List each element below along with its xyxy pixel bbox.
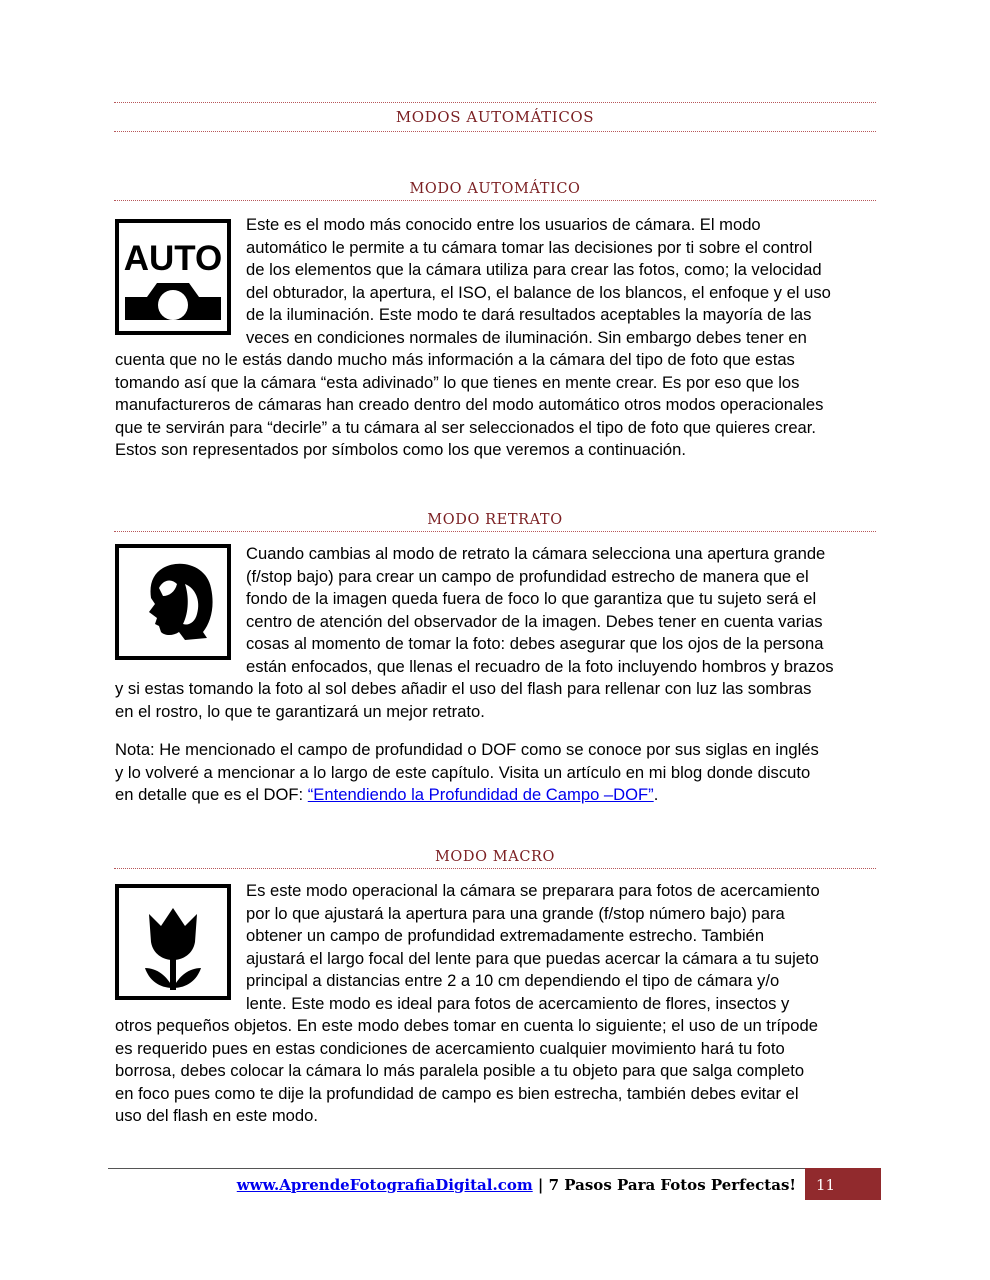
section-title-macro: MODO MACRO	[114, 848, 876, 869]
chapter-title: MODOS AUTOMÁTICOS	[114, 102, 876, 132]
footer-separator: |	[532, 1176, 549, 1194]
portrait-mode-paragraph: Cuando cambias al modo de retrato la cámara selecciona una apertura grande (f/stop bajo) para crear un campo de profundidad estrecho de manera que el fondo de la imagen queda fuera de foco lo que garantiza que tu sujeto será el centro de atención del observador de la imagen. Debes tener en cuenta varias cosas al momento de tomar la foto: debes asegurar que los ojos de la persona están enfocados, que llenas el recuadro de la foto incluyendo hombros y brazos y si estas tomando la foto al sol debes añadir el uso del flash para rellenar con luz las sombras en el rostro, lo que te garantizará un mejor retrato.	[115, 544, 834, 721]
section-title-portrait: MODO RETRATO	[114, 511, 876, 532]
section-title-auto: MODO AUTOMÁTICO	[114, 180, 876, 201]
auto-icon-label: AUTO	[123, 239, 223, 278]
page-number: 11	[805, 1168, 881, 1200]
dof-article-link[interactable]: “Entendiendo la Profundidad de Campo –DOF”	[307, 785, 654, 804]
footer-site-link[interactable]: www.AprendeFotografiaDigital.com	[236, 1176, 533, 1194]
auto-mode-paragraph: Este es el modo más conocido entre los usuarios de cámara. El modo automático le permite a tu cámara tomar las decisiones por ti sobre el control de los elementos que la cámara utiliza para crear las fotos, como; la velocidad del obturador, la apertura, el ISO, el balance de los blancos, el enfoque y el uso de la iluminación. Este modo te dará resultados aceptables la mayoría de las veces en condiciones normales de iluminación. Sin embargo debes tener en cuenta que no le estás dando mucho más información a la cámara del tipo de foto que estas tomando así que la cámara “esta adivinado” lo que tienes en mente crear. Es por eso que los manufactureros de cámaras han creado dentro del modo automático otros modos operacionales que te servirán para “decirle” a tu cámara al ser seleccionados el tipo de foto que quieres crear. Estos son representados por símbolos como los que veremos a continuación.	[115, 215, 831, 459]
footer-book-title: 7 Pasos Para Fotos Perfectas!	[548, 1176, 796, 1194]
macro-mode-paragraph: Es este modo operacional la cámara se preparara para fotos de acercamiento por lo que ajustará la apertura para una grande (f/stop número bajo) para obtener un campo de profundidad extremadamente estrecho. También ajustará el largo focal del lente para que puedas acercar la cámara a tu sujeto principal a distancias entre 2 a 10 cm dependiendo el tipo de cámara y/o lente. Este modo es ideal para fotos de acercamiento de flores, insectos y otros pequeños objetos. En este modo debes tomar en cuenta lo siguiente; el uso de un trípode es requerido pues en estas condiciones de acercamiento cualquier movimiento hará tu foto borrosa, debes colocar la cámara lo más paralela posible a tu objeto para que salga completo en foco pues como te dije la profundidad de campo es bien estrecha, también debes evitar el uso del flash en este modo.	[115, 881, 820, 1125]
page-footer	[230, 1168, 796, 1200]
dof-note-paragraph: Nota: He mencionado el campo de profundidad o DOF como se conoce por sus siglas en inglés y lo volveré a mencionar a lo largo de este capítulo. Visita un artículo en mi blog donde discuto en detalle que es el DOF: “Entendiendo la Profundidad de Campo –DOF”.	[115, 740, 819, 804]
